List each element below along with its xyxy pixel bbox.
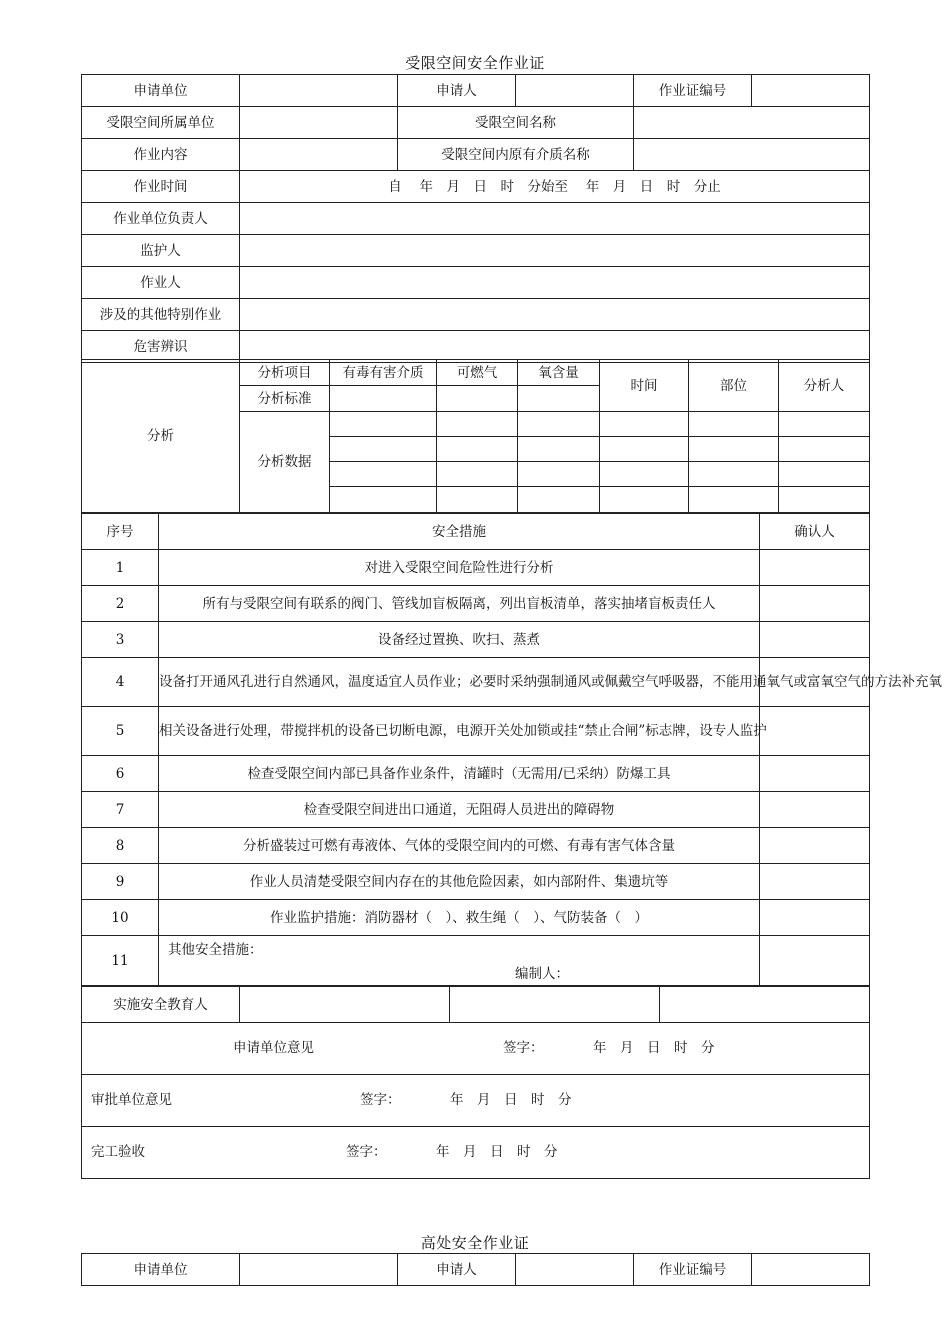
permit2-title: 高处安全作业证	[420, 1234, 530, 1252]
measures-table	[81, 513, 942, 986]
data-cell[interactable]	[437, 412, 518, 437]
data-cell[interactable]	[779, 437, 870, 462]
applicant-opinion-row[interactable]	[82, 1023, 870, 1075]
sign-label: 签字：	[360, 1092, 401, 1108]
data-cell[interactable]	[600, 437, 689, 462]
applicant-field[interactable]	[516, 1254, 634, 1286]
data-cell[interactable]	[689, 412, 779, 437]
education-field[interactable]	[450, 987, 660, 1023]
data-cell[interactable]	[779, 462, 870, 487]
applicant-label: 申请人	[398, 75, 516, 107]
completion-label: 完工验收	[91, 1144, 145, 1160]
analysis-label: 分析	[82, 360, 240, 513]
confirmer-header: 确认人	[760, 514, 870, 550]
work-time-field[interactable]: 自 年 月 日 时 分始至 年 月 日 时 分止	[240, 171, 870, 203]
measure-text: 作业人员清楚受限空间内存在的其他危险因素，如内部附件、集遗坑等	[159, 864, 760, 900]
measure-no: 5	[82, 707, 159, 756]
analysis-data-label: 分析数据	[240, 412, 330, 513]
confirmer-field[interactable]	[760, 900, 870, 936]
permit-header-table	[81, 74, 870, 363]
data-cell[interactable]	[518, 462, 600, 487]
measure-text: 分析盛装过可燃有毒液体、气体的受限空间内的可燃、有毒有害气体含量	[159, 828, 760, 864]
data-cell[interactable]	[689, 487, 779, 513]
data-cell[interactable]	[689, 462, 779, 487]
education-field[interactable]	[660, 987, 870, 1023]
permit-no-field[interactable]	[752, 1254, 870, 1286]
permit-no-label: 作业证编号	[634, 75, 752, 107]
data-cell[interactable]	[518, 412, 600, 437]
worker-label: 作业人	[82, 267, 240, 299]
measure-text: 作业监护措施：消防器材（ ）、救生绳（ ）、气防装备（ ）	[159, 900, 760, 936]
guardian-label: 监护人	[82, 235, 240, 267]
applicant-unit-field[interactable]	[240, 75, 398, 107]
data-cell[interactable]	[518, 487, 600, 513]
work-content-field[interactable]	[240, 139, 398, 171]
measure-no: 7	[82, 792, 159, 828]
standard-toxic-field[interactable]	[330, 386, 437, 412]
confirmer-field[interactable]	[760, 550, 870, 586]
measure-no: 11	[82, 936, 159, 986]
space-name-label: 受限空间名称	[398, 107, 634, 139]
confirmer-field[interactable]	[760, 936, 870, 986]
space-unit-field[interactable]	[240, 107, 398, 139]
analysis-standard-label: 分析标准	[240, 386, 330, 412]
measure-no: 10	[82, 900, 159, 936]
data-cell[interactable]	[518, 437, 600, 462]
measure-text: 所有与受限空间有联系的阀门、管线加盲板隔离，列出盲板清单，落实抽堵盲板责任人	[159, 586, 760, 622]
permit-no-field[interactable]	[752, 75, 870, 107]
analysis-item-label: 分析项目	[240, 360, 330, 386]
data-cell[interactable]	[330, 462, 437, 487]
measure-no-header: 序号	[82, 514, 159, 550]
leader-field[interactable]	[240, 203, 870, 235]
permit2-header-table	[81, 1253, 870, 1286]
measure-no: 3	[82, 622, 159, 658]
measure-text: 对进入受限空间危险性进行分析	[159, 550, 760, 586]
confirmer-field[interactable]	[760, 756, 870, 792]
data-cell[interactable]	[330, 437, 437, 462]
worker-field[interactable]	[240, 267, 870, 299]
work-content-label: 作业内容	[82, 139, 240, 171]
applicant-opinion-label: 申请单位意见	[233, 1040, 314, 1056]
data-cell[interactable]	[600, 487, 689, 513]
time-label: 时间	[600, 360, 689, 412]
oxygen-label: 氧含量	[518, 360, 600, 386]
measure-text: 检查受限空间进出口通道，无阻碍人员进出的障碍物	[159, 792, 760, 828]
data-cell[interactable]	[779, 412, 870, 437]
permit-title: 受限空间安全作业证	[405, 54, 545, 72]
space-name-field[interactable]	[634, 107, 870, 139]
confirmer-field[interactable]	[760, 622, 870, 658]
location-label: 部位	[689, 360, 779, 412]
data-cell[interactable]	[330, 487, 437, 513]
other-measures-text: 其他安全措施：	[168, 941, 263, 958]
applicant-unit-label: 申请单位	[82, 1254, 240, 1286]
compiler-label: 编制人：	[515, 965, 569, 982]
opinions-table	[81, 986, 870, 1179]
space-unit-label: 受限空间所属单位	[82, 107, 240, 139]
measures-header: 安全措施	[159, 514, 760, 550]
date-label: 年 月 日 时 分	[450, 1092, 572, 1108]
date-label: 年 月 日 时 分	[593, 1040, 715, 1056]
confirmer-field[interactable]	[760, 864, 870, 900]
confirmer-field[interactable]	[760, 828, 870, 864]
measure-no: 1	[82, 550, 159, 586]
education-label: 实施安全教育人	[82, 987, 240, 1023]
measure-text: 设备打开通风孔进行自然通风，温度适宜人员作业；必要时采纳强制通风或佩戴空气呼吸器，不能用通氧气或富氧空气的方法补充氧	[159, 658, 760, 707]
medium-name-label: 受限空间内原有介质名称	[398, 139, 634, 171]
confirmer-field[interactable]	[760, 792, 870, 828]
medium-name-field[interactable]	[634, 139, 870, 171]
work-time-label: 作业时间	[82, 171, 240, 203]
education-field[interactable]	[240, 987, 450, 1023]
data-cell[interactable]	[437, 487, 518, 513]
measure-no: 4	[82, 658, 159, 707]
measure-text: 相关设备进行处理，带搅拌机的设备已切断电源，电源开关处加锁或挂“禁止合闸”标志牌，设专人监护	[159, 707, 760, 756]
toxic-label: 有毒有害介质	[330, 360, 437, 386]
other-measures-cell[interactable]	[159, 936, 760, 986]
hazard-field[interactable]	[240, 331, 870, 363]
data-cell[interactable]	[689, 437, 779, 462]
sign-label: 签字：	[346, 1144, 387, 1160]
data-cell[interactable]	[437, 462, 518, 487]
completion-row[interactable]	[82, 1127, 870, 1179]
approval-opinion-row[interactable]	[82, 1075, 870, 1127]
data-cell[interactable]	[600, 412, 689, 437]
measure-no: 2	[82, 586, 159, 622]
other-special-label: 涉及的其他特别作业	[82, 299, 240, 331]
analysis-table	[81, 359, 870, 513]
applicant-unit-field[interactable]	[240, 1254, 398, 1286]
measure-text: 检查受限空间内部已具备作业条件，清罐时（无需用/已采纳）防爆工具	[159, 756, 760, 792]
guardian-field[interactable]	[240, 235, 870, 267]
measure-no: 6	[82, 756, 159, 792]
standard-oxygen-field[interactable]	[518, 386, 600, 412]
standard-flammable-field[interactable]	[437, 386, 518, 412]
data-cell[interactable]	[779, 487, 870, 513]
sign-label: 签字：	[503, 1040, 544, 1056]
hazard-label: 危害辨识	[82, 331, 240, 363]
measure-no: 8	[82, 828, 159, 864]
flammable-label: 可燃气	[437, 360, 518, 386]
other-special-field[interactable]	[240, 299, 870, 331]
date-label: 年 月 日 时 分	[436, 1144, 558, 1160]
data-cell[interactable]	[437, 437, 518, 462]
applicant-label: 申请人	[398, 1254, 516, 1286]
analyst-label: 分析人	[779, 360, 870, 412]
applicant-field[interactable]	[516, 75, 634, 107]
leader-label: 作业单位负责人	[82, 203, 240, 235]
approval-opinion-label: 审批单位意见	[91, 1092, 172, 1108]
confirmer-field[interactable]	[760, 586, 870, 622]
permit-no-label: 作业证编号	[634, 1254, 752, 1286]
applicant-unit-label: 申请单位	[82, 75, 240, 107]
confirmer-field[interactable]	[760, 707, 870, 756]
measure-no: 9	[82, 864, 159, 900]
measure-text: 设备经过置换、吹扫、蒸煮	[159, 622, 760, 658]
data-cell[interactable]	[600, 462, 689, 487]
data-cell[interactable]	[330, 412, 437, 437]
